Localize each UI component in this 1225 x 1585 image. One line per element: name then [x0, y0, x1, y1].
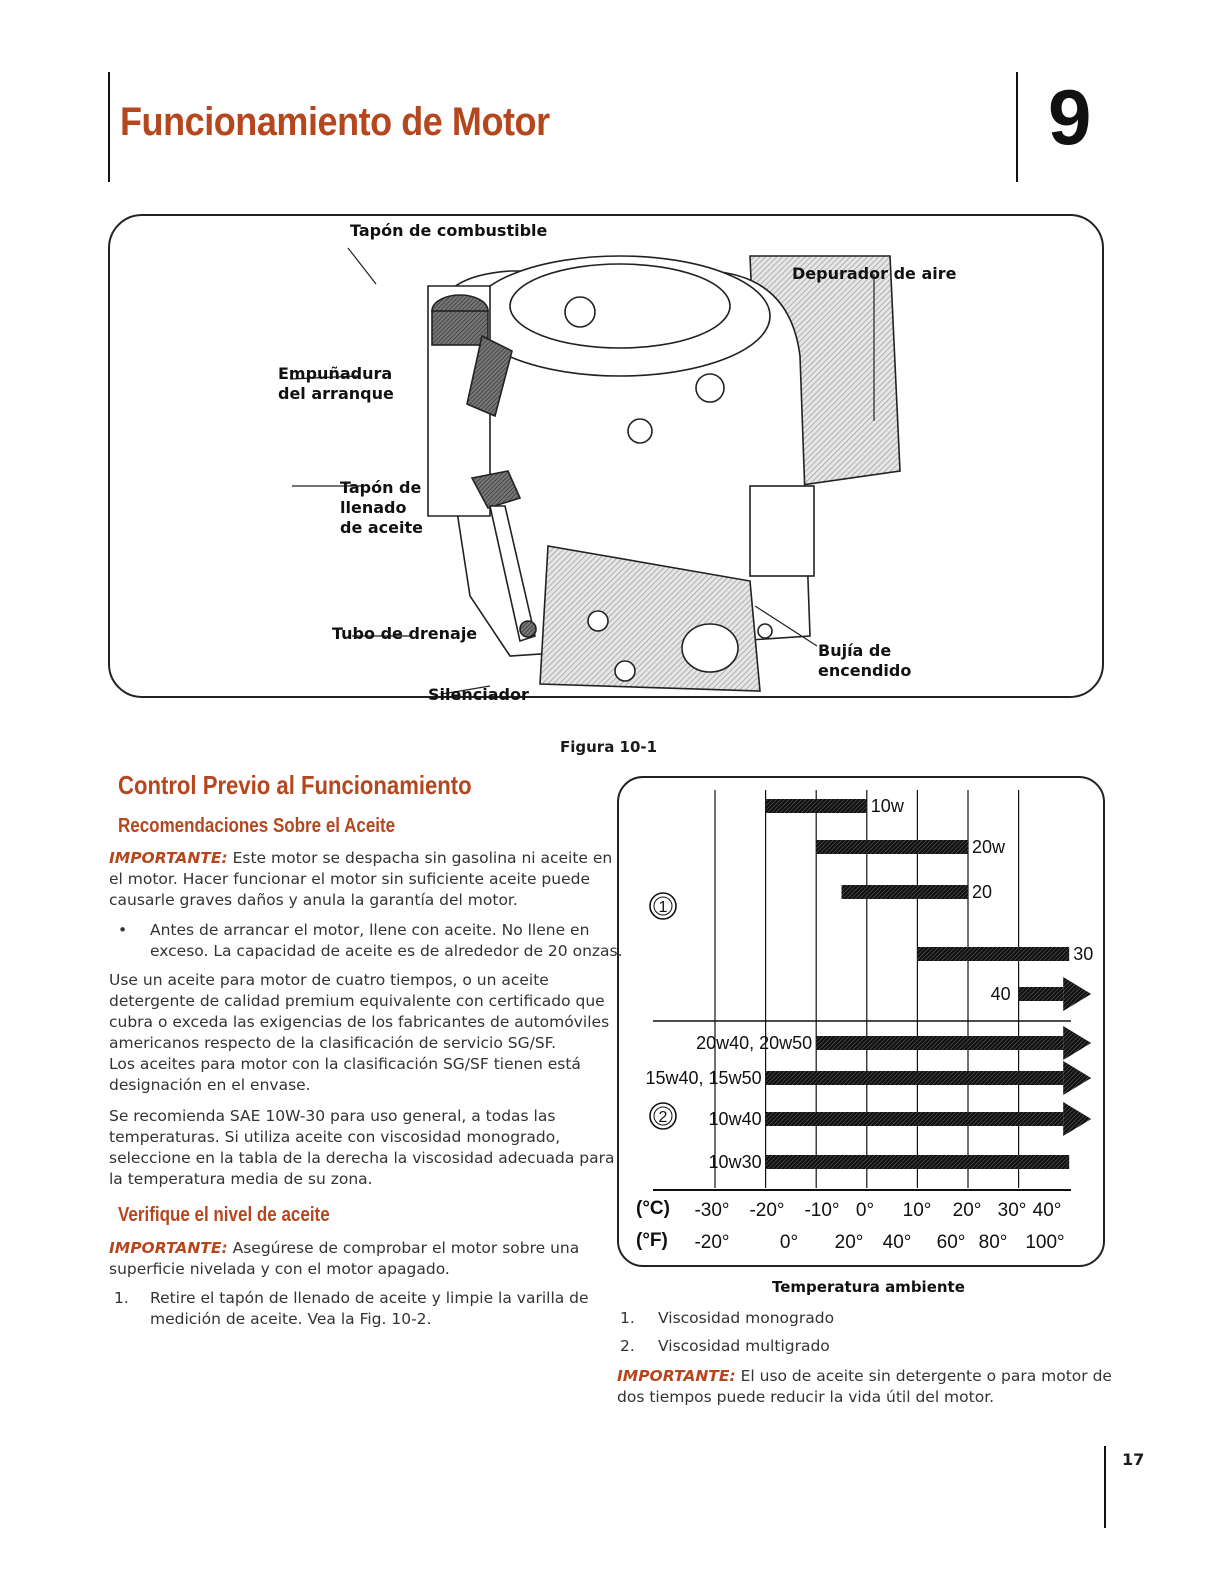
text-line: designación en el envase.	[109, 1076, 311, 1094]
temperature-row-fahrenheit	[636, 1230, 668, 1252]
viscosity-bar	[917, 947, 1069, 961]
text-line: superficie nivelada y con el motor apagado.	[109, 1260, 450, 1278]
celsius-tick: 20°	[952, 1200, 982, 1221]
text-line: causarle graves daños y anula la garantía del motor.	[109, 891, 518, 909]
celsius-tick: -30°	[694, 1200, 730, 1221]
text-line	[617, 1366, 1112, 1387]
important-note-3	[617, 1366, 1112, 1408]
footer-rule	[1104, 1446, 1106, 1528]
group-marker-label: 1	[658, 899, 668, 916]
text-line: el motor. Hacer funcionar el motor sin suficiente aceite puede	[109, 870, 590, 888]
viscosity-bar	[766, 1155, 1070, 1169]
callout-muffler: Silenciador	[428, 685, 529, 704]
text-line: cubra o exceda las exigencias de los fabricantes de automóviles	[109, 1013, 610, 1031]
callout-starter-1: Empuñadura	[278, 364, 393, 383]
fahrenheit-tick: -20°	[694, 1232, 730, 1253]
chapter-number: 9	[1048, 73, 1092, 161]
series-label: 10w	[870, 796, 904, 816]
text-run: El uso de aceite sin detergente o para motor de	[735, 1367, 1112, 1385]
section-heading: Control Previo al Funcionamiento	[118, 770, 472, 800]
important-note-2	[109, 1238, 579, 1280]
text-line: detergente de calidad premium equivalente con certificado que	[109, 992, 605, 1010]
fahrenheit-tick: 60°	[936, 1232, 966, 1253]
series-label: 10w40	[708, 1109, 762, 1129]
page-title: Funcionamiento de Motor	[120, 100, 550, 144]
important-label: IMPORTANTE:	[617, 1367, 736, 1385]
series-label: 20	[972, 882, 993, 902]
temperature-row-celsius	[636, 1198, 670, 1220]
text-line: Use un aceite para motor de cuatro tiempos, o un aceite	[109, 971, 549, 989]
text-line: Retire el tapón de llenado de aceite y limpie la varilla de	[150, 1289, 589, 1307]
viscosity-bar	[1019, 987, 1064, 1001]
viscosity-chart	[617, 776, 1103, 1265]
callout-spark-plug-1: Bujía de	[818, 641, 892, 660]
viscosity-arrow	[1063, 1026, 1091, 1060]
fahrenheit-tick: 80°	[978, 1232, 1008, 1253]
figure-caption: Figura 10-1	[560, 738, 658, 756]
legend-item-2: Viscosidad multigrado	[658, 1337, 830, 1355]
callout-oil-cap-3: de aceite	[340, 518, 423, 537]
callout-air-cleaner: Depurador de aire	[792, 264, 957, 283]
celsius-tick: 0°	[855, 1200, 875, 1221]
subheading-check-level: Verifique el nivel de aceite	[118, 1204, 330, 1226]
text-line: medición de aceite. Vea la Fig. 10-2.	[150, 1310, 432, 1328]
fahrenheit-tick: 40°	[882, 1232, 912, 1253]
fahrenheit-tick: 100°	[1025, 1232, 1065, 1253]
text-line: Los aceites para motor con la clasificación SG/SF tienen está	[109, 1055, 581, 1073]
viscosity-bar	[842, 885, 969, 899]
legend-num-1: 1.	[620, 1309, 635, 1327]
text-line: seleccione en la tabla de la derecha la viscosidad adecuada para	[109, 1149, 615, 1167]
paragraph-sae	[109, 1106, 614, 1190]
text-line: Se recomienda SAE 10W-30 para uso general, a todas las	[109, 1107, 556, 1125]
viscosity-bar	[816, 840, 968, 854]
paragraph-oil-type	[109, 970, 609, 1096]
text-line: dos tiempos puede reducir la vida útil del motor.	[617, 1388, 995, 1406]
step-text	[150, 1288, 589, 1330]
text-line: Antes de arrancar el motor, llene con aceite. No llene en	[150, 921, 590, 939]
viscosity-bar	[816, 1036, 1063, 1050]
series-label: 15w40, 15w50	[645, 1068, 762, 1088]
celsius-tick: -10°	[804, 1200, 840, 1221]
celsius-unit: (°C)	[636, 1198, 670, 1219]
page-number: 17	[1122, 1450, 1145, 1469]
fahrenheit-tick: 20°	[834, 1232, 864, 1253]
viscosity-arrow	[1063, 1102, 1091, 1136]
viscosity-bar	[766, 1112, 1064, 1126]
viscosity-bar	[766, 799, 867, 813]
bullet-marker: •	[118, 921, 128, 939]
text-line: la temperatura media de su zona.	[109, 1170, 373, 1188]
text-line: americanos respecto de la clasificación de servicio SG/SF.	[109, 1034, 557, 1052]
viscosity-arrow	[1063, 1061, 1091, 1095]
series-label: 30	[1073, 944, 1094, 964]
legend-num-2: 2.	[620, 1337, 635, 1355]
callout-starter-2: del arranque	[278, 384, 394, 403]
legend-item-1: Viscosidad monogrado	[658, 1309, 835, 1327]
chart-xlabel: Temperatura ambiente	[772, 1278, 965, 1296]
header-rule-left	[108, 72, 110, 182]
callout-oil-cap-2: llenado	[340, 498, 407, 517]
viscosity-bar	[766, 1071, 1064, 1085]
fahrenheit-tick: 0°	[779, 1232, 799, 1253]
callout-drain-tube: Tubo de drenaje	[332, 624, 478, 643]
header-rule-right	[1016, 72, 1018, 182]
text-run: Este motor se despacha sin gasolina ni aceite en	[227, 849, 613, 867]
bullet-item	[150, 920, 623, 962]
callout-spark-plug-2: encendido	[818, 661, 912, 680]
engine-illustration	[110, 216, 1100, 694]
celsius-tick: 30°	[997, 1200, 1027, 1221]
series-label: 10w30	[708, 1152, 762, 1172]
text-line: exceso. La capacidad de aceite es de alrededor de 20 onzas.	[150, 942, 623, 960]
series-label: 40	[990, 984, 1011, 1004]
important-note-1	[109, 848, 612, 911]
callout-fuel-cap: Tapón de combustible	[350, 221, 548, 240]
series-label: 20w40, 20w50	[696, 1033, 813, 1053]
viscosity-arrow	[1063, 977, 1091, 1011]
text-line	[109, 1238, 579, 1259]
subheading-oil: Recomendaciones Sobre el Aceite	[118, 815, 396, 837]
celsius-tick: -20°	[749, 1200, 785, 1221]
celsius-tick: 10°	[902, 1200, 932, 1221]
text-run: Asegúrese de comprobar el motor sobre una	[227, 1239, 580, 1257]
fahrenheit-unit: (°F)	[636, 1230, 668, 1251]
celsius-tick: 40°	[1032, 1200, 1062, 1221]
text-line	[109, 848, 612, 869]
callout-oil-cap-1: Tapón de	[340, 478, 422, 497]
step-number: 1.	[114, 1289, 129, 1307]
text-line: temperaturas. Si utiliza aceite con viscosidad monogrado,	[109, 1128, 561, 1146]
important-label: IMPORTANTE:	[109, 849, 228, 867]
group-marker-label: 2	[658, 1109, 668, 1126]
important-label: IMPORTANTE:	[109, 1239, 228, 1257]
series-label: 20w	[972, 837, 1006, 857]
